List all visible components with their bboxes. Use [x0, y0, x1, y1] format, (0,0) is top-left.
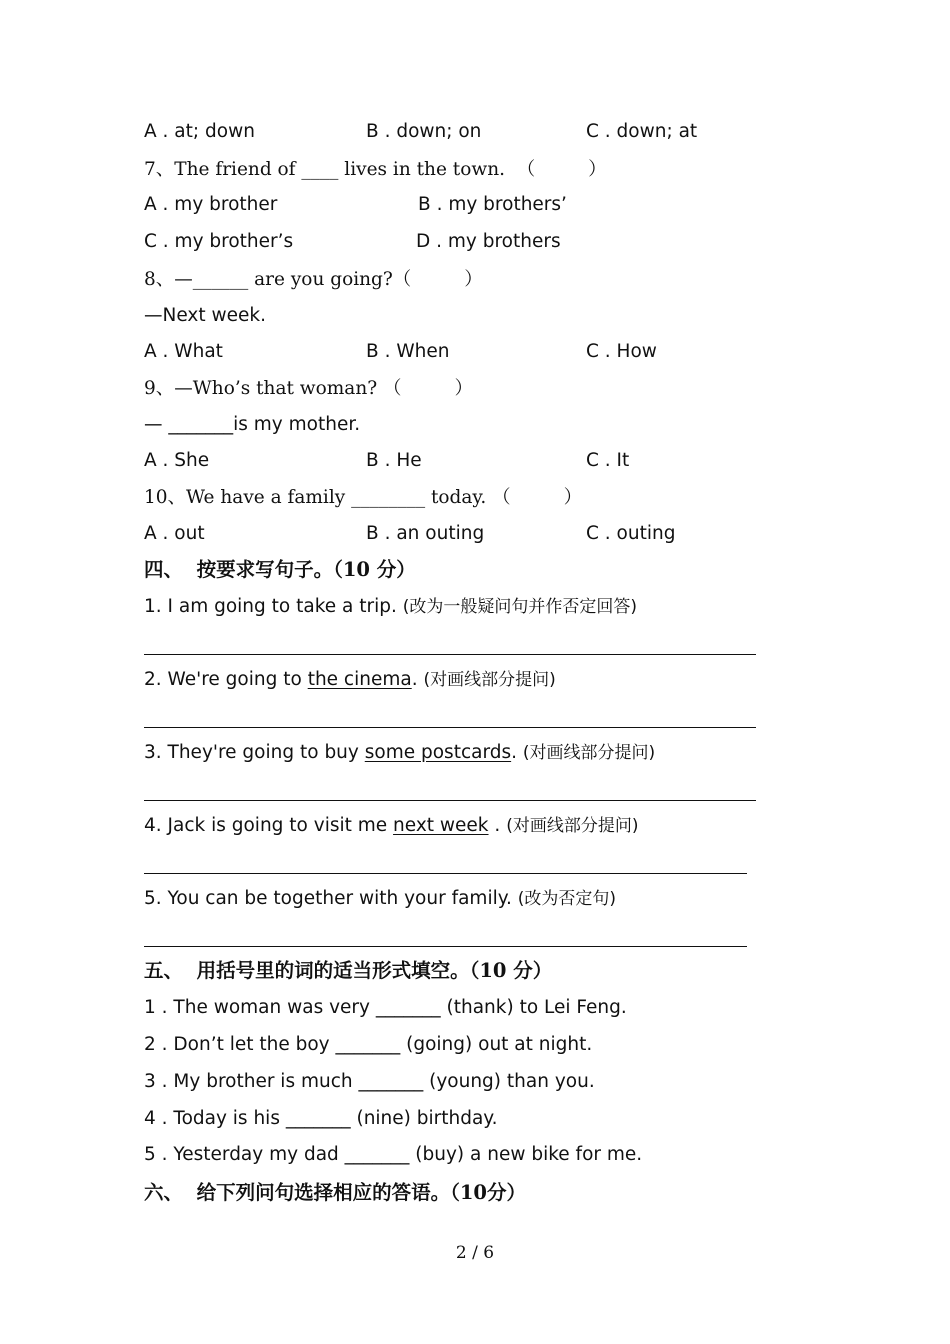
- q7-option-b: B . my brothers’: [418, 194, 567, 215]
- section5-item-1: 1 . The woman was very _______ (thank) to Lei Feng.: [144, 997, 627, 1018]
- q8-option-b: B . When: [366, 341, 450, 362]
- section4-item-2: 2. We're going to the cinema. (对画线部分提问): [144, 669, 556, 690]
- q10-question: 10、We have a family ________ today. （ ）: [144, 487, 583, 508]
- answer-line: [144, 654, 756, 655]
- q8-option-a: A . What: [144, 341, 223, 362]
- section4-heading: 四、 按要求写句子。（10 分）: [144, 558, 416, 581]
- section4-item-4: 4. Jack is going to visit me next week . (对画线部分提问): [144, 815, 639, 836]
- q9-option-b: B . He: [366, 450, 422, 471]
- underlined-phrase: next week: [393, 815, 489, 836]
- section5-item-5: 5 . Yesterday my dad _______ (buy) a new bike for me.: [144, 1144, 643, 1165]
- section4-item-3: 3. They're going to buy some postcards. (对画线部分提问): [144, 742, 656, 763]
- answer-line: [144, 727, 756, 728]
- underlined-phrase: some postcards: [364, 742, 512, 763]
- q7-option-d: D . my brothers: [416, 231, 561, 252]
- q6-option-a: A . at; down: [144, 121, 255, 142]
- q9-answer: — _______is my mother.: [144, 414, 361, 435]
- q9-question: 9、—Who’s that woman? （ ）: [144, 378, 473, 399]
- section5-item-3: 3 . My brother is much _______ (young) than you.: [144, 1071, 595, 1092]
- answer-line: [144, 800, 756, 801]
- q8-option-c: C . How: [586, 341, 657, 362]
- underlined-phrase: the cinema: [307, 669, 412, 690]
- section4-item-1: 1. I am going to take a trip. (改为一般疑问句并作否定回答): [144, 596, 638, 617]
- instruction-note: (改为一般疑问句并作否定回答): [402, 597, 638, 617]
- q6-option-b: B . down; on: [366, 121, 482, 142]
- q7-question: 7、The friend of ____ lives in the town. （ ）: [144, 159, 607, 180]
- q10-option-c: C . outing: [586, 523, 676, 544]
- instruction-note: (对画线部分提问): [423, 670, 556, 690]
- q9-option-c: C . It: [586, 450, 630, 471]
- instruction-note: (对画线部分提问): [506, 816, 639, 836]
- q10-option-a: A . out: [144, 523, 205, 544]
- section6-heading: 六、 给下列问句选择相应的答语。（10分）: [144, 1181, 526, 1204]
- instruction-note: (改为否定句): [517, 889, 617, 909]
- q8-question: 8、—______ are you going?（ ）: [144, 269, 483, 290]
- q9-option-a: A . She: [144, 450, 210, 471]
- section4-item-5: 5. You can be together with your family. (改为否定句): [144, 888, 617, 909]
- answer-line: [144, 873, 747, 874]
- q8-answer: —Next week.: [144, 305, 266, 326]
- section5-heading: 五、 用括号里的词的适当形式填空。（10 分）: [144, 959, 553, 982]
- section5-item-4: 4 . Today is his _______ (nine) birthday.: [144, 1108, 498, 1129]
- page-number: 2 / 6: [455, 1243, 495, 1263]
- section5-item-2: 2 . Don’t let the boy _______ (going) out at night.: [144, 1034, 593, 1055]
- q10-option-b: B . an outing: [366, 523, 485, 544]
- instruction-note: (对画线部分提问): [522, 743, 656, 763]
- q7-option-a: A . my brother: [144, 194, 278, 215]
- q6-option-c: C . down; at: [586, 121, 698, 142]
- answer-line: [144, 946, 747, 947]
- q7-option-c: C . my brother’s: [144, 231, 294, 252]
